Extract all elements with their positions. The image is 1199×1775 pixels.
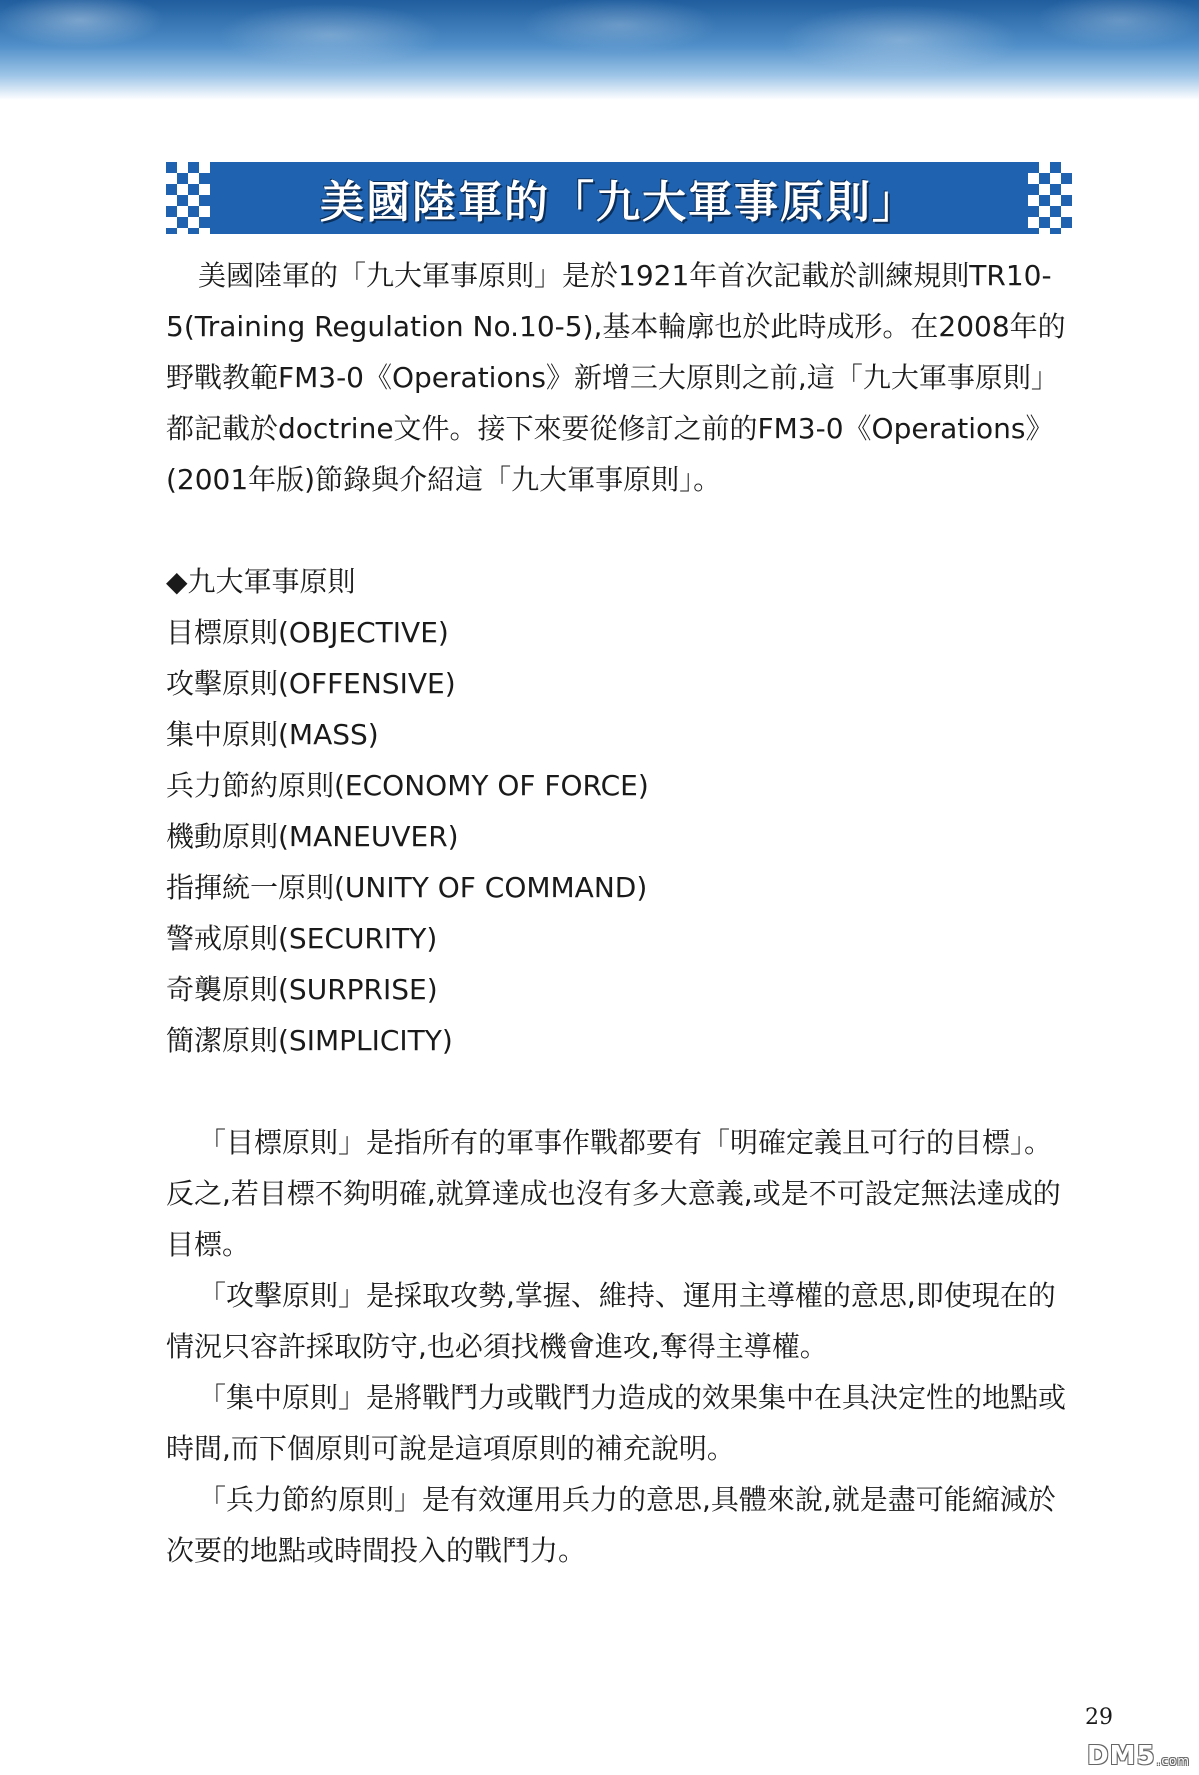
list-item: 集中原則(MASS) [166,718,379,751]
checker-pattern-right [1028,162,1072,234]
principles-list [166,607,1072,1066]
list-item: 兵力節約原則(ECONOMY OF FORCE) [166,769,649,802]
list-heading: ◆九大軍事原則 [166,565,356,598]
explanation-paragraph: 「目標原則」是指所有的軍事作戰都要有「明確定義且可行的目標」。反之,若目標不夠明確,就算達成也沒有多大意義,或是不可設定無法達成的目標。 [166,1126,1061,1261]
explanation-paragraph: 「集中原則」是將戰鬥力或戰鬥力造成的效果集中在具決定性的地點或時間,而下個原則可說是這項原則的補充說明。 [166,1381,1067,1465]
explanation-paragraph: 「攻擊原則」是採取攻勢,掌握、維持、運用主導權的意思,即使現在的情況只容許採取防守,也必須找機會進攻,奪得主導權。 [166,1279,1056,1363]
page-number: 29 [1085,1705,1113,1730]
intro-paragraph: 美國陸軍的「九大軍事原則」是於1921年首次記載於訓練規則TR10-5(Training Regulation No.10-5),基本輪廓也於此時成形。在2008年的野戰教範FM3-0《Operations》新增三大原則之前,這「九大軍事原則」都記載於doctrine文件。接下來要從修訂之前的FM3-0《Operations》(2001年版)節錄與介紹這「九大軍事原則」。 [166,259,1066,496]
list-item: 機動原則(MANEUVER) [166,820,459,853]
spacer [166,1066,1072,1117]
list-item: 目標原則(OBJECTIVE) [166,616,449,649]
page-title: 美國陸軍的「九大軍事原則」 [320,177,918,228]
checker-pattern-left [166,162,210,234]
list-item: 奇襲原則(SURPRISE) [166,973,438,1006]
main-content [166,250,1072,1576]
list-item: 警戒原則(SECURITY) [166,922,438,955]
list-item: 簡潔原則(SIMPLICITY) [166,1024,453,1057]
list-item: 指揮統一原則(UNITY OF COMMAND) [166,871,648,904]
watermark-suffix: .com [1156,1754,1190,1768]
top-banner [0,0,1199,100]
list-item: 攻擊原則(OFFENSIVE) [166,667,456,700]
watermark-logo [1040,1740,1190,1772]
explanation-paragraph: 「兵力節約原則」是有效運用兵力的意思,具體來說,就是盡可能縮減於次要的地點或時間投入的戰鬥力。 [166,1483,1056,1567]
title-bar [166,162,1072,234]
watermark-main: DM5 [1087,1741,1156,1771]
